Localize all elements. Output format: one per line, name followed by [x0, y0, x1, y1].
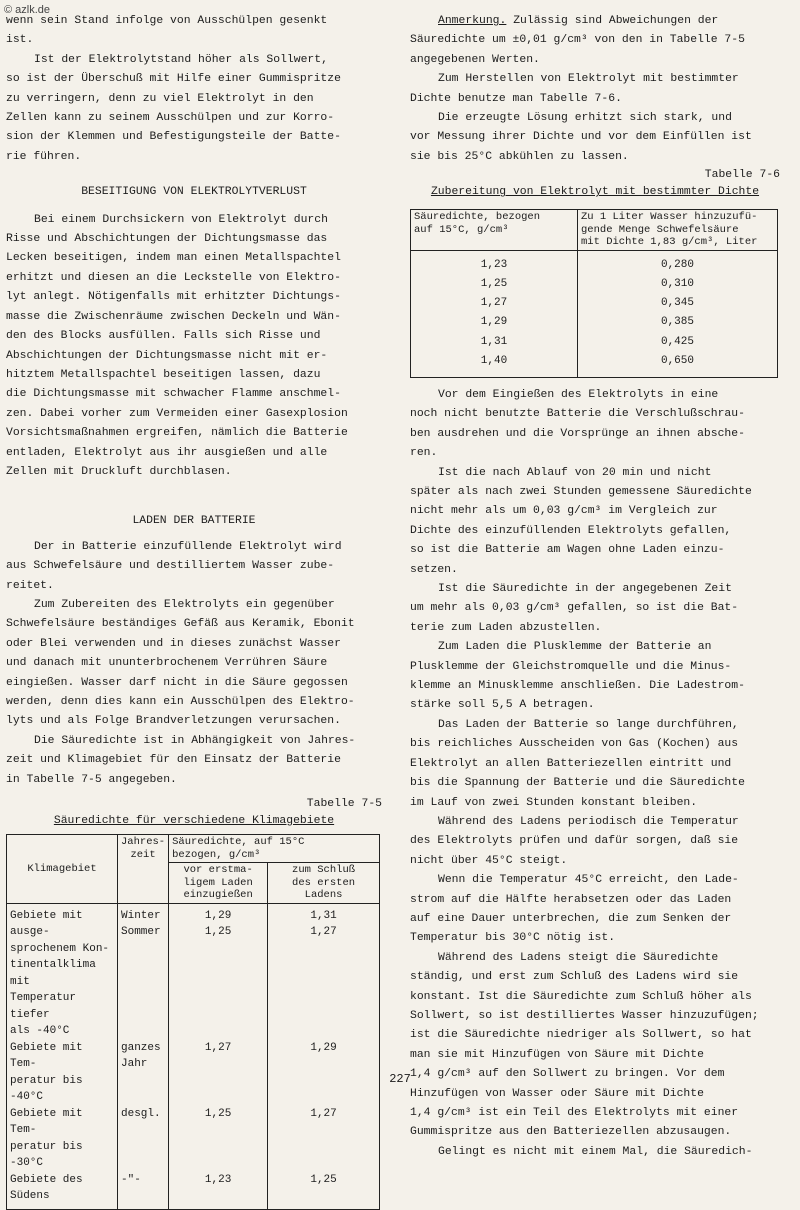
table-title: Zubereitung von Elektrolyt mit bestimmter Dichte — [430, 186, 760, 199]
table-row — [7, 1106, 380, 1172]
table-cell: 1,40 — [411, 352, 578, 378]
table-cell: 1,25 — [169, 1106, 268, 1172]
table-cell: Gebiete mit ausge- sprochenem Kon- tinentalklima mit Temperatur tiefer als -40°C — [7, 903, 118, 1040]
table-cell: 0,310 — [578, 275, 778, 294]
paragraph: Zum Zubereiten des Elektrolyts ein gegenüber Schwefelsäure beständiges Gefäß aus Keramik, Ebonit oder Blei verwenden und in dieses zunächst Wasser und danach mit ununterbrochenem Verrühren Säure eingießen. Wasser darf nicht in die Säure gegossen werden, denn dies kann ein Ausschülpen des Elektro- lyts und als Folge Brandverletzungen verursachen. — [6, 598, 355, 728]
table-row — [411, 313, 778, 332]
column-header: Klimagebiet — [7, 835, 118, 904]
paragraph: Die Säuredichte ist in Abhängigkeit von Jahres- zeit und Klimagebiet für den Einsatz der Batterie in Tabelle 7-5 angegeben. — [6, 734, 356, 786]
section-heading: BESEITIGUNG VON ELEKTROLYTVERLUST — [81, 186, 307, 199]
paragraph: Die erzeugte Lösung erhitzt sich stark, und vor Messung ihrer Dichte und vor dem Einfüllen ist sie bis 25°C abkühlen zu lassen. — [410, 112, 752, 163]
table-cell: 0,345 — [578, 294, 778, 313]
watermark: © azlk.de — [4, 4, 51, 16]
table-cell: 1,27 — [411, 294, 578, 313]
table-cell: 1,27 — [268, 1106, 380, 1172]
table-7-6 — [410, 209, 778, 378]
table-cell: -"- — [118, 1172, 169, 1210]
right-column — [410, 12, 780, 1162]
table-cell: 1,29 — [411, 313, 578, 332]
paragraph: Ist die nach Ablauf von 20 min und nicht später als nach zwei Stunden gemessene Säuredichte nicht mehr als um 0,03 g/cm³ im Vergleich zur Dichte des einzufüllenden Elektrolyts gefallen, so ist die Batterie am Wagen ohne Laden einzu- setzen. — [410, 466, 752, 576]
column-header: vor erstma- ligem Laden einzugießen — [169, 863, 268, 904]
column-header: Säuredichte, auf 15°C bezogen, g/cm³ — [169, 835, 380, 863]
column-header: zum Schluß des ersten Ladens — [268, 863, 380, 904]
table-cell: 1,25 — [268, 1172, 380, 1210]
section-heading: LADEN DER BATTERIE — [132, 515, 256, 528]
table-cell: 1,23 — [169, 1172, 268, 1210]
paragraph: Zum Laden die Plusklemme der Batterie an Plusklemme der Gleichstromquelle und die Minus- klemme an Minusklemme anschließen. Die Ladestrom- stärke soll 5,5 A betragen. — [410, 641, 745, 712]
left-column — [6, 12, 382, 1210]
paragraph: Vor dem Eingießen des Elektrolyts in eine noch nicht benutzte Batterie die Verschlußschrau- ben ausdrehen und die Vorsprünge an ihnen abschе- ren. — [410, 388, 745, 460]
column-header: Zu 1 Liter Wasser hinzuzufü- gende Menge Schwefelsäure mit Dichte 1,83 g/cm³, Liter — [578, 210, 778, 251]
paragraph: Der in Batterie einzufüllende Elektrolyt wird aus Schwefelsäure und destilliertem Wasser zube- reitet. — [6, 540, 342, 592]
table-7-5 — [6, 834, 380, 1210]
table-row — [411, 294, 778, 313]
table-row — [7, 903, 380, 1040]
paragraph: Gelingt es nicht mit einem Mal, die Säuredich- — [438, 1145, 753, 1158]
table-cell: Gebiete des Südens — [7, 1172, 118, 1210]
note-label: Anmerkung. — [438, 15, 507, 27]
table-cell: Gebiete mit Tem- peratur bis -30°C — [7, 1106, 118, 1172]
paragraph: Bei einem Durchsickern von Elektrolyt durch Risse und Abschichtungen der Dichtungsmasse das Lecken beseitigen, indem man einen Metallspachtel erhitzt und diesen an die Leckstelle von Elektro- lyt anlegt. Nötigenfalls mit erhitzter Dichtungs- masse die Zwischenräume zwischen Deckeln und Wän- den des Blocks ausfüllen. Falls sich Risse und Abschichtungen der Dichtungsmasse nicht mit er- hitztem Metallspachtel beseitigen lassen, dazu die Dichtungsmasse mit schwacher Flamme anschmel- zen. Dabei vorher zum Vermeiden einer Gasexplosion Vorsichtsmaßnahmen ergreifen, nämlich die Batterie entladen, Elektrolyt aus ihr ausgießen und alle Zellen mit Druckluft durchblasen. — [6, 213, 348, 478]
table-cell: Winter Sommer — [118, 903, 169, 1040]
paragraph: Während des Ladens periodisch die Temperatur des Elektrolyts prüfen und dafür sorgen, daß sie nicht über 45°C steigt. — [410, 815, 739, 867]
page-number: 227 — [389, 1072, 411, 1086]
paragraph: Ist die Säuredichte in der angegebenen Zeit um mehr als 0,03 g/cm³ gefallen, so ist die Bat- terie zum Laden abzustellen. — [410, 583, 739, 634]
table-cell: 1,25 — [411, 275, 578, 294]
table-row — [411, 333, 778, 352]
table-cell: Gebiete mit Tem- peratur bis -40°C — [7, 1040, 118, 1106]
table-cell: 0,280 — [578, 250, 778, 275]
table-row — [411, 352, 778, 378]
table-cell: ganzes Jahr — [118, 1040, 169, 1106]
paragraph — [410, 12, 780, 70]
table-cell: 1,29 1,25 — [169, 903, 268, 1040]
column-header: Säuredichte, bezogen auf 15°C, g/cm³ — [411, 210, 578, 251]
table-cell: desgl. — [118, 1106, 169, 1172]
table-cell: 1,27 — [169, 1040, 268, 1106]
paragraph: Ist der Elektrolytstand höher als Sollwert, so ist der Überschuß mit Hilfe einer Gummispritze zu verringern, denn zu viel Elektrolyt in den Zellen kann zu seinem Ausschülpen und zur Korro- sion der Klemmen und Befestigungsteile der Batte- rie führen. — [6, 53, 341, 163]
paragraph: Wenn die Temperatur 45°C erreicht, den Lade- strom auf die Hälfte herabsetzen oder das Laden auf eine Dauer unterbrechen, die zum Senken der Temperatur bis 30°C nötig ist. — [410, 874, 739, 945]
table-row — [411, 250, 778, 275]
table-cell: 1,23 — [411, 250, 578, 275]
table-cell: 1,31 1,27 — [268, 903, 380, 1040]
table-caption: Tabelle 7-5 — [306, 798, 382, 811]
table-row — [7, 1172, 380, 1210]
paragraph: Zum Herstellen von Elektrolyt mit bestimmter Dichte benutze man Tabelle 7-6. — [410, 73, 739, 105]
table-cell: 0,385 — [578, 313, 778, 332]
paragraph: wenn sein Stand infolge von Ausschülpen gesenkt ist. — [6, 15, 328, 47]
note-text: Zulässig sind Abweichungen der Säuredichte um ±0,01 g/cm³ von den in Tabelle 7-5 angegebenen Werten. — [410, 15, 745, 66]
table-cell: 0,425 — [578, 333, 778, 352]
table-cell: 1,31 — [411, 333, 578, 352]
table-cell: 1,29 — [268, 1040, 380, 1106]
paragraph: Während des Ladens steigt die Säuredichte ständig, und erst zum Schluß des Ladens wird sie konstant. Ist die Säuredichte zum Schluß höher als Sollwert, so ist destilliertes Wasser hinzuzufügen; ist die Säuredichte niedriger als Sollwert, so hat man sie mit Hinzufügen von Säure mit Dichte 1,4 g/cm³ auf den Sollwert zu bringen. Vor dem Hinzufügen von Wasser oder Säure mit Dichte 1,4 g/cm³ ist ein Teil des Elektrolyts mit einer Gummispritze aus den Batteriezellen abzusaugen. — [410, 951, 759, 1139]
table-caption: Tabelle 7-6 — [704, 169, 780, 182]
table-row — [411, 275, 778, 294]
table-cell: 0,650 — [578, 352, 778, 378]
paragraph: Das Laden der Batterie so lange durchführen, bis reichliches Ausscheiden von Gas (Kochen) aus Elektrolyt an allen Batteriezellen eintritt und bis die Spannung der Batterie und die Säuredichte im Lauf von zwei Stunden konstant bleiben. — [410, 718, 745, 809]
column-header: Jahres- zeit — [118, 835, 169, 904]
table-title: Säuredichte für verschiedene Klimagebiete — [53, 815, 335, 828]
